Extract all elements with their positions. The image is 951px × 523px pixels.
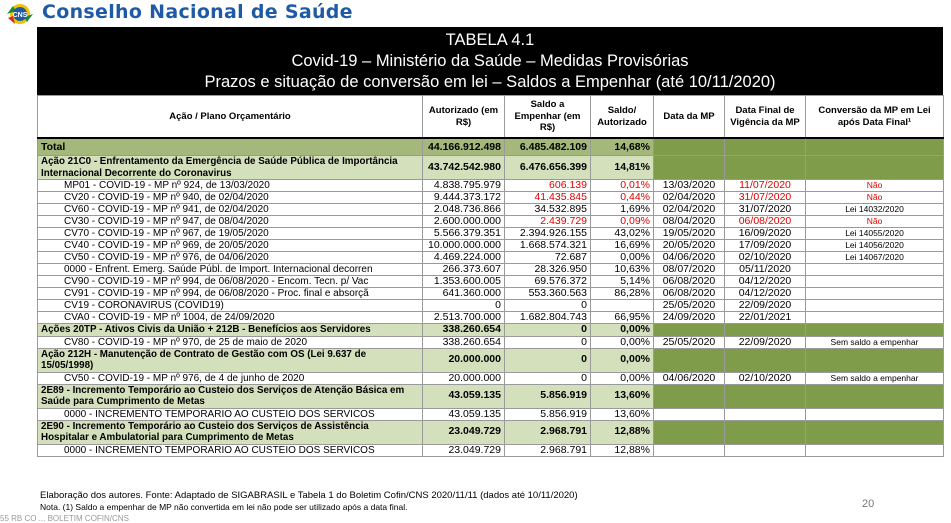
item-data-final: 22/09/2020 [725, 336, 806, 348]
action-data-final [725, 324, 806, 337]
item-saldo: 553.360.563 [505, 288, 591, 300]
action-group-row [38, 384, 944, 408]
item-conversao: Não [806, 192, 944, 204]
item-label: 0000 - INCREMENTO TEMPORARIO AO CUSTEIO DOS SERVICOS [38, 444, 423, 456]
col-header-data-mp: Data da MP [654, 96, 725, 139]
action-label: 2E89 - Incremento Temporário ao Custeio dos Serviços de Atenção Básica em Saúde para Cumprimento de Metas [38, 384, 423, 408]
item-data-mp: 08/07/2020 [654, 264, 725, 276]
item-data-final: 31/07/2020 [725, 192, 806, 204]
item-saldo: 0 [505, 300, 591, 312]
item-data-final: 02/10/2020 [725, 372, 806, 384]
item-pct: 43,02% [591, 228, 654, 240]
item-pct: 0,44% [591, 192, 654, 204]
item-autorizado: 23.049.729 [423, 444, 505, 456]
action-conversao [806, 348, 944, 372]
action-autorizado: 43.742.542.980 [423, 156, 505, 180]
item-conversao: Lei 14055/2020 [806, 228, 944, 240]
svg-text:CNS: CNS [12, 12, 28, 19]
action-pct: 12,88% [591, 420, 654, 444]
action-data-final [725, 156, 806, 180]
action-saldo: 0 [505, 348, 591, 372]
item-pct [591, 300, 654, 312]
item-data-mp: 02/04/2020 [654, 204, 725, 216]
action-label: Ação 212H - Manutenção de Contrato de Gestão com OS (Lei 9.637 de 15/05/1998) [38, 348, 423, 372]
item-conversao: Sem saldo a empenhar [806, 336, 944, 348]
item-data-final: 17/09/2020 [725, 240, 806, 252]
item-pct: 0,09% [591, 216, 654, 228]
table-row [38, 228, 944, 240]
item-saldo: 41.435.845 [505, 192, 591, 204]
action-conversao [806, 384, 944, 408]
item-pct: 0,00% [591, 372, 654, 384]
table-row [38, 276, 944, 288]
total-saldo: 6.485.482.109 [505, 138, 591, 156]
footnote: Nota. (1) Saldo a empenhar de MP não convertida em lei não pode ser utilizado após a data final. [40, 502, 408, 512]
item-saldo: 5.856.919 [505, 408, 591, 420]
item-conversao [806, 276, 944, 288]
item-autorizado: 266.373.607 [423, 264, 505, 276]
corner-text: 55 RB CO ... BOLETIM COFIN/CNS [0, 514, 129, 523]
total-data-final [725, 138, 806, 156]
header-row [38, 96, 944, 139]
item-data-mp: 06/08/2020 [654, 276, 725, 288]
action-autorizado: 43.059.135 [423, 384, 505, 408]
item-label: CVA0 - COVID-19 - MP nº 1004, de 24/09/2020 [38, 312, 423, 324]
item-pct: 1,69% [591, 204, 654, 216]
item-label: 0000 - Enfrent. Emerg. Saúde Públ. de Import. Internacional decorren [38, 264, 423, 276]
action-label: 2E90 - Incremento Temporário ao Custeio dos Serviços de Assistência Hospitalar e Ambulatorial para Cumprimento de Metas [38, 420, 423, 444]
item-saldo: 2.968.791 [505, 444, 591, 456]
table-row [38, 216, 944, 228]
action-data-mp [654, 324, 725, 337]
table-row [38, 300, 944, 312]
item-data-final: 11/07/2020 [725, 180, 806, 192]
item-data-mp: 13/03/2020 [654, 180, 725, 192]
action-data-final [725, 384, 806, 408]
item-autorizado: 43.059.135 [423, 408, 505, 420]
table-row [38, 180, 944, 192]
col-header-acao: Ação / Plano Orçamentário [38, 96, 423, 139]
action-autorizado: 20.000.000 [423, 348, 505, 372]
item-data-mp: 02/04/2020 [654, 192, 725, 204]
action-pct: 0,00% [591, 348, 654, 372]
item-label: CV90 - COVID-19 - MP nº 994, de 06/08/2020 - Encom. Tecn. p/ Vac [38, 276, 423, 288]
item-data-final [725, 444, 806, 456]
table-title-box [37, 27, 943, 95]
table-row [38, 252, 944, 264]
page-number: 20 [862, 498, 875, 510]
item-autorizado: 0 [423, 300, 505, 312]
table-subtitle: Covid-19 – Ministério da Saúde – Medidas Provisórias [291, 52, 689, 70]
item-conversao [806, 312, 944, 324]
action-data-final [725, 348, 806, 372]
item-conversao: Sem saldo a empenhar [806, 372, 944, 384]
item-conversao: Lei 14056/2020 [806, 240, 944, 252]
item-data-mp [654, 444, 725, 456]
item-label: CV91 - COVID-19 - MP nº 994, de 06/08/2020 - Proc. final e absorçã [38, 288, 423, 300]
action-conversao [806, 324, 944, 337]
col-header-autorizado: Autorizado (em R$) [423, 96, 505, 139]
item-pct: 0,00% [591, 252, 654, 264]
action-data-mp [654, 420, 725, 444]
item-label: CV20 - COVID-19 - MP nº 940, de 02/04/2020 [38, 192, 423, 204]
item-autorizado: 4.838.795.979 [423, 180, 505, 192]
item-pct: 13,60% [591, 408, 654, 420]
item-pct: 10,63% [591, 264, 654, 276]
total-autorizado: 44.166.912.498 [423, 138, 505, 156]
item-autorizado: 338.260.654 [423, 336, 505, 348]
action-data-mp [654, 156, 725, 180]
item-data-final: 31/07/2020 [725, 204, 806, 216]
item-autorizado: 2.513.700.000 [423, 312, 505, 324]
item-label: CV60 - COVID-19 - MP nº 941, de 02/04/2020 [38, 204, 423, 216]
item-conversao: Lei 14067/2020 [806, 252, 944, 264]
item-autorizado: 9.444.373.172 [423, 192, 505, 204]
item-saldo: 2.439.729 [505, 216, 591, 228]
action-saldo: 2.968.791 [505, 420, 591, 444]
table-row [38, 192, 944, 204]
action-pct: 0,00% [591, 324, 654, 337]
item-data-mp: 04/06/2020 [654, 252, 725, 264]
action-data-mp [654, 348, 725, 372]
item-saldo: 1.682.804.743 [505, 312, 591, 324]
item-autorizado: 4.469.224.000 [423, 252, 505, 264]
item-saldo: 69.576.372 [505, 276, 591, 288]
table-row [38, 240, 944, 252]
item-autorizado: 5.566.379.351 [423, 228, 505, 240]
col-header-data-final: Data Final de Vigência da MP [725, 96, 806, 139]
item-data-final: 22/09/2020 [725, 300, 806, 312]
item-conversao [806, 288, 944, 300]
item-conversao [806, 300, 944, 312]
item-saldo: 28.326.950 [505, 264, 591, 276]
org-name: Conselho Nacional de Saúde [42, 1, 353, 23]
col-header-saldo: Saldo a Empenhar (em R$) [505, 96, 591, 139]
table-row [38, 288, 944, 300]
action-autorizado: 23.049.729 [423, 420, 505, 444]
item-pct: 0,01% [591, 180, 654, 192]
source-note: Elaboração dos autores. Fonte: Adaptado de SIGABRASIL e Tabela 1 do Boletim Cofin/CNS 2020/11/11 (dados até 10/11/2020) [40, 490, 578, 501]
table-row [38, 264, 944, 276]
item-pct: 66,95% [591, 312, 654, 324]
item-data-mp: 19/05/2020 [654, 228, 725, 240]
budget-table [37, 95, 944, 457]
item-label: CV70 - COVID-19 - MP nº 967, de 19/05/2020 [38, 228, 423, 240]
item-autorizado: 2.600.000.000 [423, 216, 505, 228]
action-data-final [725, 420, 806, 444]
item-label: CV40 - COVID-19 - MP nº 969, de 20/05/2020 [38, 240, 423, 252]
item-autorizado: 641.360.000 [423, 288, 505, 300]
action-label: Ações 20TP - Ativos Civis da União + 212B - Benefícios aos Servidores [38, 324, 423, 337]
action-group-row [38, 156, 944, 180]
col-header-conversao: Conversão da MP em Lei após Data Final¹ [806, 96, 944, 139]
item-label: 0000 - INCREMENTO TEMPORARIO AO CUSTEIO DOS SERVICOS [38, 408, 423, 420]
table-row [38, 204, 944, 216]
table-row [38, 312, 944, 324]
item-pct: 12,88% [591, 444, 654, 456]
table-subtitle-2: Prazos e situação de conversão em lei – Saldos a Empenhar (até 10/11/2020) [204, 73, 776, 91]
item-saldo: 0 [505, 372, 591, 384]
action-label: Ação 21C0 - Enfrentamento da Emergência de Saúde Pública de Importância Internacional Decorrente do Coronavirus [38, 156, 423, 180]
item-data-final: 04/12/2020 [725, 276, 806, 288]
item-pct: 0,00% [591, 336, 654, 348]
action-group-row [38, 324, 944, 337]
action-group-row [38, 420, 944, 444]
item-saldo: 606.139 [505, 180, 591, 192]
action-saldo: 5.856.919 [505, 384, 591, 408]
action-saldo: 0 [505, 324, 591, 337]
item-data-final: 04/12/2020 [725, 288, 806, 300]
item-data-final: 16/09/2020 [725, 228, 806, 240]
item-label: MP01 - COVID-19 - MP nº 924, de 13/03/2020 [38, 180, 423, 192]
item-conversao: Lei 14032/2020 [806, 204, 944, 216]
total-data-mp [654, 138, 725, 156]
total-conversao [806, 138, 944, 156]
item-pct: 16,69% [591, 240, 654, 252]
item-data-mp: 08/04/2020 [654, 216, 725, 228]
col-header-saldo-autorizado: Saldo/ Autorizado [591, 96, 654, 139]
header [0, 0, 951, 28]
item-data-final: 02/10/2020 [725, 252, 806, 264]
action-data-mp [654, 384, 725, 408]
item-data-mp: 25/05/2020 [654, 336, 725, 348]
action-pct: 14,81% [591, 156, 654, 180]
item-conversao [806, 444, 944, 456]
item-saldo: 72.687 [505, 252, 591, 264]
item-saldo: 1.668.574.321 [505, 240, 591, 252]
action-autorizado: 338.260.654 [423, 324, 505, 337]
item-label: CV50 - COVID-19 - MP nº 976, de 4 de junho de 2020 [38, 372, 423, 384]
total-pct: 14,68% [591, 138, 654, 156]
action-group-row [38, 348, 944, 372]
item-data-final: 22/01/2021 [725, 312, 806, 324]
action-saldo: 6.476.656.399 [505, 156, 591, 180]
item-data-mp: 24/09/2020 [654, 312, 725, 324]
item-data-final [725, 408, 806, 420]
item-data-mp: 04/06/2020 [654, 372, 725, 384]
item-data-mp: 06/08/2020 [654, 288, 725, 300]
item-autorizado: 10.000.000.000 [423, 240, 505, 252]
action-pct: 13,60% [591, 384, 654, 408]
total-label: Total [38, 138, 423, 156]
item-pct: 86,28% [591, 288, 654, 300]
item-conversao: Não [806, 216, 944, 228]
item-label: CV50 - COVID-19 - MP nº 976, de 04/06/2020 [38, 252, 423, 264]
item-label: CV80 - COVID-19 - MP nº 970, de 25 de maio de 2020 [38, 336, 423, 348]
item-data-final: 06/08/2020 [725, 216, 806, 228]
item-label: CV30 - COVID-19 - MP nº 947, de 08/04/2020 [38, 216, 423, 228]
item-data-mp: 20/05/2020 [654, 240, 725, 252]
item-pct: 5,14% [591, 276, 654, 288]
item-data-mp [654, 408, 725, 420]
table-row [38, 444, 944, 456]
item-autorizado: 1.353.600.005 [423, 276, 505, 288]
item-saldo: 34.532.895 [505, 204, 591, 216]
item-data-final: 05/11/2020 [725, 264, 806, 276]
item-autorizado: 20.000.000 [423, 372, 505, 384]
item-saldo: 0 [505, 336, 591, 348]
item-data-mp: 25/05/2020 [654, 300, 725, 312]
action-conversao [806, 420, 944, 444]
item-conversao [806, 408, 944, 420]
table-title: TABELA 4.1 [445, 31, 535, 49]
item-saldo: 2.394.926.155 [505, 228, 591, 240]
cns-logo-icon [3, 2, 37, 26]
action-conversao [806, 156, 944, 180]
item-conversao: Não [806, 180, 944, 192]
item-autorizado: 2.048.736.866 [423, 204, 505, 216]
item-label: CV19 - CORONAVIRUS (COVID19) [38, 300, 423, 312]
table-row [38, 372, 944, 384]
table-row [38, 408, 944, 420]
total-row [38, 138, 944, 156]
table-row [38, 336, 944, 348]
item-conversao [806, 264, 944, 276]
